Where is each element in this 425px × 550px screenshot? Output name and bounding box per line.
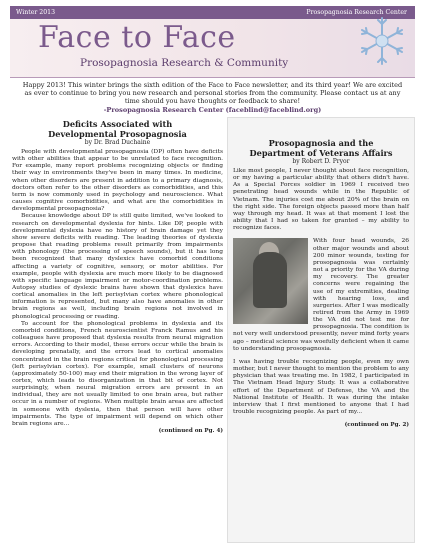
right-title-line2: Department of Veterans Affairs bbox=[249, 148, 393, 158]
right-article-body bbox=[228, 168, 414, 429]
right-continued-note: (continued on Pg. 2) bbox=[344, 422, 409, 429]
left-article-byline: by Dr. Brad Duchaine bbox=[84, 139, 151, 146]
newsletter-title: Face to Face bbox=[38, 20, 236, 55]
left-article-title bbox=[12, 119, 223, 139]
right-title-line1: Prosopagnosia and the bbox=[268, 138, 374, 148]
left-paragraph: People with developmental prosopagnosia (DP) often have deficits with other abilities that appear to be unrelated to face recognition. For example, many report problems recognizing objects or finding their way in environments they've been in many times. In medicine, when other disorders are present in addition to a primary diagnosis, doctors often refer to the other disorders as comorbidities, and this term is now commonly used in psychology and neuroscience. What causes cognitive comorbidities, and what are the comorbidities in developmental prosopagnosia? bbox=[12, 149, 223, 213]
left-paragraph: To account for the phonological problems in dyslexia and its comorbid conditions, French neuroscientist Franck Ramus and his colleagues have proposed that dyslexia results from neural migration errors. According to their model, these errors occur while the brain is developing prenatally, and the errors lead to cortical anomalies concentrated in the brain regions critical for phonological processing (left perisylvian cortex). For example, small clusters of neurons (approximately 50-100) may end their migration in the wrong layer of cortex, which leads to disorganization in that bit of cortex. Not surprisingly, when neural migration errors are present in an individual, they are not usually limited to one brain area, but rather occur in a number of regions. When multiple brain areas are affected in someone with dyslexia, then that person will have other impairments. The type of impairment will depend on which other brain regions are... bbox=[12, 320, 223, 427]
right-paragraph: I was having trouble recognizing people, even my own mother, but I never thought to mention the problem to any physician that was treating me. In 1982, I participated in The Vietnam Head Injury Study. It was a collaborative effort of the Department of Defense, the VA and the National Institute of Health. It was during the intake interview that I first mentioned to anyone that I had trouble recognizing people. As part of my... bbox=[233, 358, 409, 415]
masthead-divider bbox=[10, 77, 415, 78]
organization-name: Prosopagnosia Research Center bbox=[306, 9, 407, 16]
intro-text: Happy 2013! This winter brings the sixth edition of the Face to Face newsletter, and its third year! We are excited as ever to continue to bring you new research and personal stories from the community. Please contact us at any time should you have thoughts or feedback to share! bbox=[22, 81, 403, 106]
snowflake-face-logo bbox=[359, 15, 405, 67]
photo-figure bbox=[253, 252, 287, 308]
intro-signature: -Prosopagnosia Research Center (faceblind@faceblind.org) bbox=[103, 105, 322, 114]
left-article-body bbox=[12, 149, 223, 428]
left-title-line2: Developmental Prosopagnosia bbox=[48, 129, 187, 139]
left-article bbox=[12, 117, 223, 543]
issue-date: Winter 2013 bbox=[16, 9, 56, 16]
right-article bbox=[227, 117, 415, 543]
right-paragraph: Like most people, I never thought about face recognition, or my having a particular ability that others didn't have. As a Special Forces soldier in 1969 I received two penetrating head wounds while in the Republic of Vietnam. The injuries cost me about 20% of the brain on the right side. The foreign objects passed more than half way through my head. It was at that moment I lost the ability that I had so taken for granted – my ability to recognize faces. bbox=[233, 168, 409, 232]
left-continued-note: (continued on Pg. 4) bbox=[158, 428, 223, 435]
left-paragraph: Because knowledge about DP is still quite limited, we've looked to research on developmental dyslexia for hints. Like DP, people with developmental dyslexia have no history of brain damage yet they show severe deficits with reading. The leading theories of dyslexia propose that reading problems result primarily from impairments with phonology (the processing of speech sounds), but it has long been recognized that many dyslexics have comorbid conditions affecting a variety of cognitive, sensory, or motor abilities. For example, people with dyslexia are much more likely to be diagnosed with specific language impairment or motor-coordination problems. Autopsy studies of dyslexic brains have shown that dyslexics have cortical anomalies in the left perisylvian cortex where phonological information is represented, but many also have anomalies in other brain regions as well, including brain regions not involved in phonological processing or reading. bbox=[12, 213, 223, 320]
right-article-title bbox=[228, 138, 414, 158]
left-title-line1: Deficits Associated with bbox=[62, 119, 173, 129]
right-article-byline: by Robert D. Pryor bbox=[292, 158, 350, 165]
soldier-photo bbox=[233, 238, 308, 324]
newsletter-subtitle: Prosopagnosia Research & Community bbox=[80, 57, 289, 69]
intro-message bbox=[22, 81, 403, 114]
masthead bbox=[10, 19, 415, 77]
right-paragraph: With four head wounds, 26 other major wounds and about 200 minor wounds, testing for prosopagnosia was certainly not a priority for the VA during my recovery. The greater concerns were regaining the use of my extremities, dealing with hearing loss, and surgeries. After I was medically retired from the Army in 1969 the VA did not test me for prosopagnosia. The condition is not very well understood presently, never mind forty years ago – medical science was woefully deficient when it came to understanding prosopagnosia. bbox=[233, 238, 409, 352]
issue-bar bbox=[10, 6, 415, 19]
